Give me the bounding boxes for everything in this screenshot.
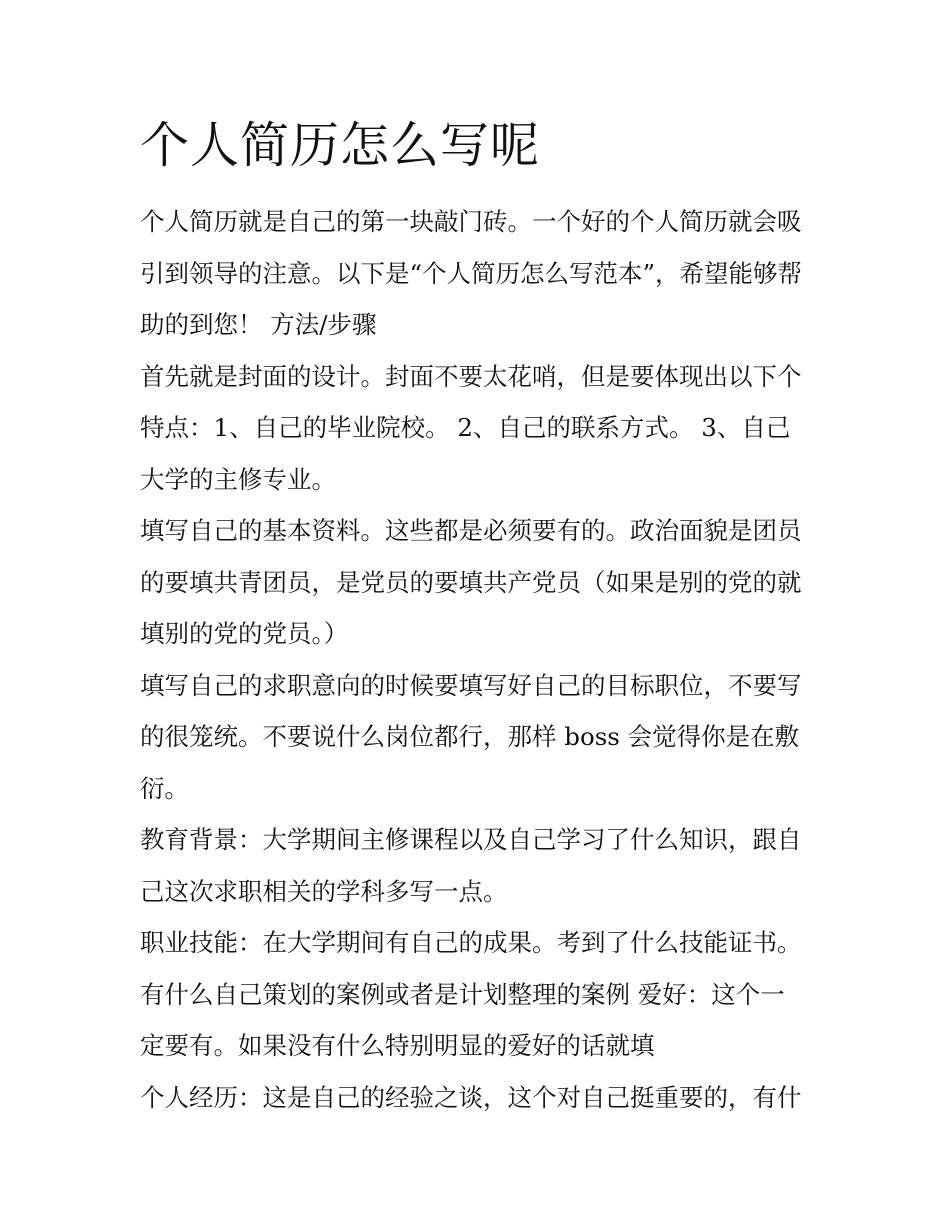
text-line: 首先就是封面的设计。封面不要太花哨，但是要体现出以下个 bbox=[140, 361, 802, 391]
text-line: 定要有。如果没有什么特别明显的爱好的话就填 bbox=[140, 1031, 655, 1060]
text-line: 填别的党的党员。） bbox=[140, 619, 349, 648]
text-line: 填写自己的基本资料。这些都是必须要有的。政治面貌是团员 bbox=[140, 516, 802, 545]
text-line: 衍。 bbox=[140, 773, 189, 803]
text-line: 的很笼统。不要说什么岗位都行，那样 boss 会觉得你是在敷 bbox=[140, 722, 800, 751]
text-line: 填写自己的求职意向的时候要填写好自己的目标职位，不要写 bbox=[140, 670, 802, 700]
text-line: 大学的主修专业。 bbox=[140, 464, 336, 494]
text-line: 教育背景：大学期间主修课程以及自己学习了什么知识，跟自 bbox=[140, 825, 802, 854]
text-line: 己这次求职相关的学科多写一点。 bbox=[140, 876, 508, 906]
text-line: 职业技能：在大学期间有自己的成果。考到了什么技能证书。 bbox=[140, 928, 802, 957]
document-body bbox=[140, 196, 830, 1123]
document-title: 个人简历怎么写呢 bbox=[140, 117, 541, 174]
text-line: 有什么自己策划的案例或者是计划整理的案例 爱好：这个一 bbox=[140, 979, 785, 1009]
text-line: 引到领导的注意。以下是“个人简历怎么写范本”，希望能够帮 bbox=[140, 258, 803, 288]
text-line: 的要填共青团员，是党员的要填共产党员（如果是别的党的就 bbox=[140, 567, 802, 597]
text-line: 个人经历：这是自己的经验之谈，这个对自己挺重要的，有什 bbox=[140, 1082, 802, 1112]
text-line: 特点：1、自己的毕业院校。 2、自己的联系方式。 3、自己 bbox=[140, 413, 791, 442]
text-line: 助的到您！ 方法/步骤 bbox=[140, 310, 377, 339]
text-line: 个人简历就是自己的第一块敲门砖。一个好的个人简历就会吸 bbox=[140, 207, 802, 236]
